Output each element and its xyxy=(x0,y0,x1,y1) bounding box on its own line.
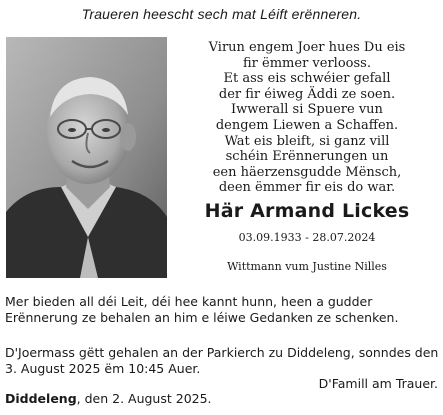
poem-line: Virun engem Joer hues Du eis xyxy=(208,40,406,55)
poem-line: deen ëmmer fir eis do war. xyxy=(218,180,396,196)
date-text: , den 2. August 2025. xyxy=(76,391,212,406)
poem-line: Et ass eis schwéier gefall xyxy=(223,71,391,87)
deceased-name: Här Armand Lickes xyxy=(204,200,410,222)
portrait-photo xyxy=(6,37,167,278)
spouse-note: Wittmann vum Justine Nilles xyxy=(227,260,387,273)
thanks-paragraph: Mer bieden all déi Leit, déi hee kannt hunn, heen a gudder Erënnerung ze behalen an him e léiwe Gedanken ze schenken. xyxy=(5,294,399,325)
poem-line: schéin Erënnerungen un xyxy=(225,149,389,165)
memorial-poem xyxy=(171,40,443,196)
obituary-motto: Traueren heescht sech mat Léift erënneren. xyxy=(81,6,362,22)
life-dates: 03.09.1933 - 28.07.2024 xyxy=(238,231,376,244)
poem-line: fir ëmmer verlooss. xyxy=(243,55,371,71)
poem-line: dengem Liewen a Schaffen. xyxy=(215,117,399,133)
place-name: Diddeleng xyxy=(5,391,77,406)
memorial-mass-paragraph: D'Joermass gëtt gehalen an der Parkierch zu Diddeleng, sonndes den 3. August 2025 ëm 10:45 Auer. xyxy=(5,345,439,376)
poem-line: der fir éiweg Äddi ze soen. xyxy=(218,86,396,102)
family-signature: D'Famill am Trauer. xyxy=(318,376,438,391)
poem-line: een häerzensgudde Mënsch, xyxy=(212,164,402,180)
portrait-image xyxy=(6,37,167,278)
place-date-line xyxy=(5,391,212,406)
poem-line: Iwwerall si Spuere vun xyxy=(231,102,383,118)
poem-line: Wat eis bleift, si ganz vill xyxy=(224,133,390,149)
